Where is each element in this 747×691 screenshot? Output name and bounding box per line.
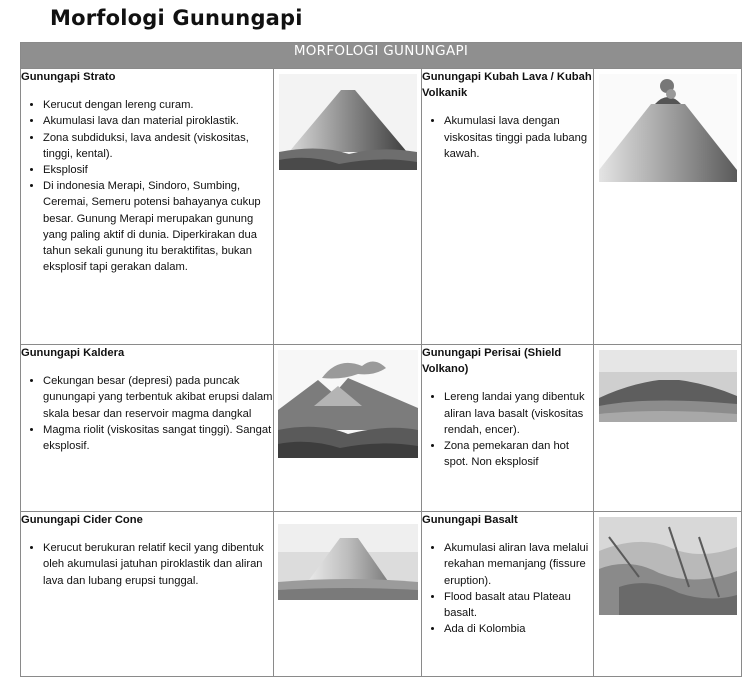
page-title: Morfologi Gunungapi — [50, 6, 303, 30]
list-item: • Lereng landai yang dibentuk aliran lava basalt (viskositas rendah, encer). — [444, 389, 593, 438]
volcano-name: Gunungapi Strato — [21, 71, 116, 83]
morphology-table — [20, 42, 742, 677]
cell-kubah-text — [422, 69, 594, 345]
cell-basalt-image — [594, 512, 742, 677]
volcano-name: Gunungapi Basalt — [422, 514, 518, 526]
table-row — [21, 69, 742, 345]
cell-cinder-text — [21, 512, 274, 677]
list-item: • Cekungan besar (depresi) pada puncak gunungapi yang terbentuk akibat erupsi dalam skala besar dan reservoir magma dangkal — [43, 373, 273, 422]
volcano-name: Gunungapi Cider Cone — [21, 514, 143, 526]
table-row — [21, 512, 742, 677]
bullet-list — [422, 389, 593, 470]
bullet-list — [422, 540, 593, 637]
cell-basalt-text — [422, 512, 594, 677]
list-item: • Magma riolit (viskositas sangat tinggi). Sangat eksplosif. — [43, 422, 273, 454]
bullet-list — [422, 113, 593, 162]
caldera-illustration — [278, 350, 418, 458]
list-item: • Flood basalt atau Plateau basalt. — [444, 589, 593, 621]
table-header: MORFOLOGI GUNUNGAPI — [21, 43, 742, 69]
cell-kaldera-image — [274, 345, 422, 512]
shield-volcano-illustration — [599, 350, 737, 422]
bullet-list — [21, 97, 273, 275]
bullet-list — [21, 540, 273, 589]
list-item: • Kerucut dengan lereng curam. — [43, 97, 273, 113]
strato-volcano-illustration — [279, 74, 417, 170]
cell-perisai-image — [594, 345, 742, 512]
volcano-name: Gunungapi Kubah Lava / Kubah Volkanik — [422, 71, 592, 100]
volcano-name: Gunungapi Perisai (Shield Volkano) — [422, 347, 562, 376]
list-item: • Zona pemekaran dan hot spot. Non eksplosif — [444, 438, 593, 470]
lava-dome-illustration — [599, 74, 737, 182]
cinder-cone-illustration — [278, 524, 418, 600]
list-item: • Zona subdiduksi, lava andesit (viskositas, tinggi, kental). — [43, 130, 273, 162]
list-item: • Eksplosif — [43, 162, 273, 178]
cell-strato-text — [21, 69, 274, 345]
list-item: • Ada di Kolombia — [444, 621, 593, 637]
list-item: • Akumulasi lava dan material piroklastik. — [43, 113, 273, 129]
bullet-list — [21, 373, 273, 454]
list-item: • Akumulasi aliran lava melalui rekahan memanjang (fissure eruption). — [444, 540, 593, 589]
table-row — [21, 345, 742, 512]
cell-cinder-image — [274, 512, 422, 677]
basalt-plateau-illustration — [599, 517, 737, 615]
list-item: • Kerucut berukuran relatif kecil yang dibentuk oleh akumulasi jatuhan piroklastik dan aliran lava dan lubang erupsi tunggal. — [43, 540, 273, 589]
list-item: • Di indonesia Merapi, Sindoro, Sumbing, Ceremai, Semeru potensi bahayanya cukup besar. Gunung Merapi merupakan gunung yang paling aktif di dunia. Diperkirakan dua tahun sekali gunung itu beraktifitas, bukan eksplosif tapi gerakan dalam. — [43, 178, 273, 275]
cell-strato-image — [274, 69, 422, 345]
cell-kubah-image — [594, 69, 742, 345]
volcano-name: Gunungapi Kaldera — [21, 347, 125, 359]
cell-perisai-text — [422, 345, 594, 512]
cell-kaldera-text — [21, 345, 274, 512]
list-item: • Akumulasi lava dengan viskositas tinggi pada lubang kawah. — [444, 113, 593, 162]
